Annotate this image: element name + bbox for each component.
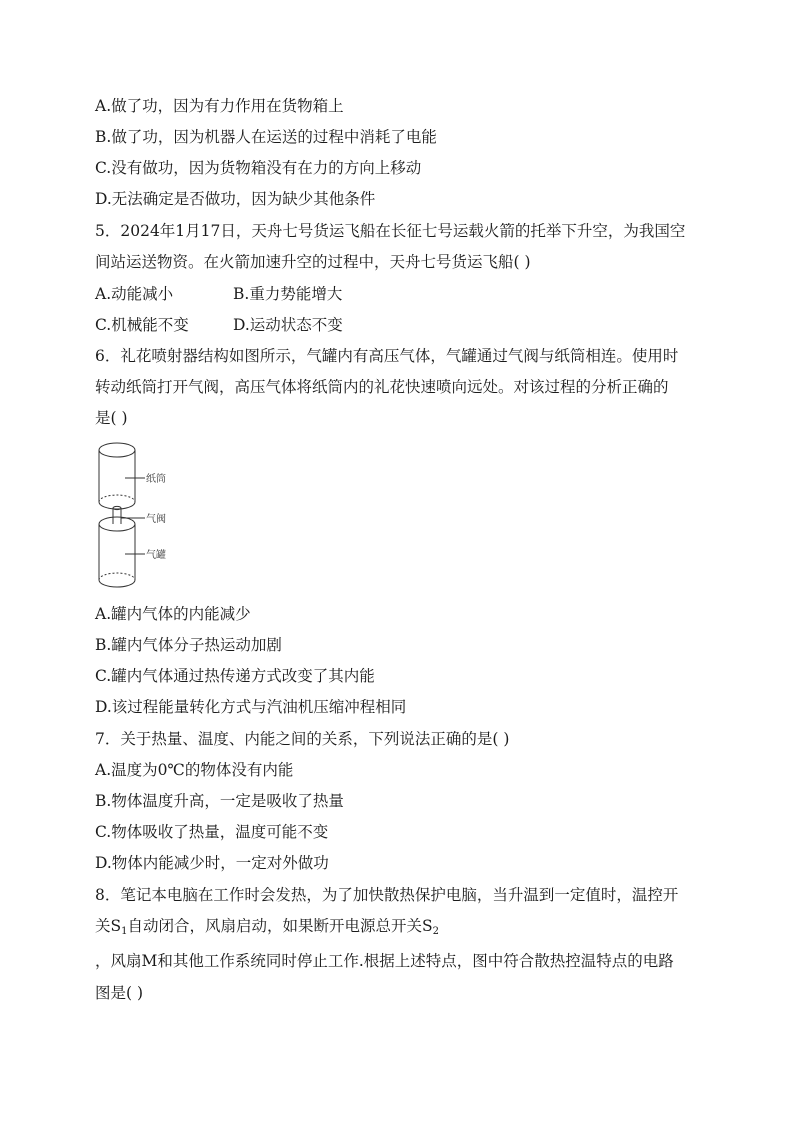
q5-stem-line2: 间站运送物资。在火箭加速升空的过程中，天舟七号货运飞船( ) [95,253,531,271]
q8-stem-line1: 8．笔记本电脑在工作时会发热，为了加快散热保护电脑，当升温到一定值时，温控开 [95,886,679,904]
q7-option-c: C.物体吸收了热量，温度可能不变 [95,823,329,841]
q8-stem-line4: 图是( ) [95,984,144,1002]
confetti-cannon-figure [95,440,205,595]
q6-stem-line3: 是( ) [95,409,128,427]
paper-tube-top [99,443,135,457]
q5-options-row1 [95,284,343,304]
q8-stem-line3: ，风扇M和其他工作系统同时停止工作.根据上述特点，图中符合散热控温特点的电路 [95,952,674,970]
q4-option-a: A.做了功，因为有力作用在货物箱上 [95,97,344,115]
valve-top [113,506,121,509]
gas-tank-bottom [99,580,135,587]
q6-option-c: C.罐内气体通过热传递方式改变了其内能 [95,667,375,685]
q7-option-d: D.物体内能减少时，一定对外做功 [95,854,329,872]
paper-tube-bottom [99,502,135,509]
q5-option-b: B.重力势能增大 [233,285,343,303]
q8-line2-pre: 关S [95,917,122,935]
q5-option-c: C.机械能不变 [95,316,189,334]
q6-option-d: D.该过程能量转化方式与汽油机压缩冲程相同 [95,698,407,716]
q6-option-a: A.罐内气体的内能减少 [95,605,251,623]
q6-stem-line1: 6．礼花喷射器结构如图所示，气罐内有高压气体，气罐通过气阀与纸筒相连。使用时 [95,347,679,365]
q8-stem-line2 [95,916,439,942]
q8-line2-mid: 自动闭合，风扇启动，如果断开电源总开关S [127,917,433,935]
q6-stem-line2: 转动纸筒打开气阀，高压气体将纸筒内的礼花快速喷向远处。对该过程的分析正确的 [95,378,669,396]
q5-stem-line1: 5．2024年1月17日，天舟七号货运飞船在长征七号运载火箭的托举下升空，为我国空 [95,222,686,240]
paper-tube-bottom-hidden [99,495,135,502]
gas-tank-bottom-hidden [99,573,135,580]
q8-s2-subscript: 2 [432,926,439,937]
q7-stem: 7．关于热量、温度、内能之间的关系，下列说法正确的是( ) [95,730,510,748]
q7-option-a: A.温度为0℃的物体没有内能 [95,761,294,779]
q7-option-b: B.物体温度升高，一定是吸收了热量 [95,792,344,810]
label-gas-tank: 气罐 [146,550,166,561]
label-paper-tube: 纸筒 [146,474,166,485]
q4-option-c: C.没有做功，因为货物箱没有在力的方向上移动 [95,159,422,177]
q4-option-b: B.做了功，因为机器人在运送的过程中消耗了电能 [95,128,437,146]
q8-s1-subscript: 1 [121,926,128,937]
q5-option-d: D.运动状态不变 [233,316,343,334]
q4-option-d: D.无法确定是否做功，因为缺少其他条件 [95,190,376,208]
q5-options-row2 [95,315,343,335]
label-valve: 气阀 [146,514,166,525]
gas-tank-top [99,517,135,531]
q5-option-a: A.动能减小 [95,285,174,303]
q6-option-b: B.罐内气体分子热运动加剧 [95,636,282,654]
